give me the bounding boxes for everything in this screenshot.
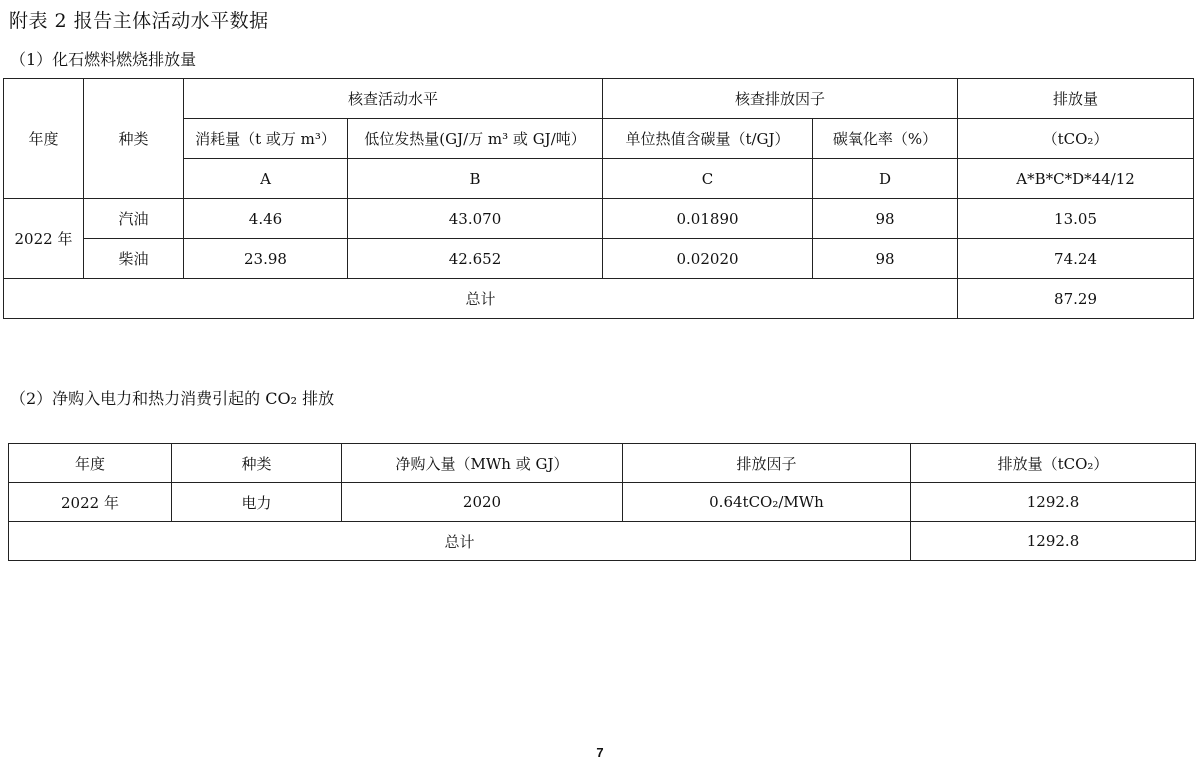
header-col-b: B	[348, 159, 603, 199]
type-cell: 柴油	[84, 239, 184, 279]
type-cell: 汽油	[84, 199, 184, 239]
emissions-cell: 13.05	[958, 199, 1194, 239]
year-cell: 2022 年	[9, 483, 172, 522]
table-row	[9, 483, 1196, 522]
type-cell: 电力	[172, 483, 342, 522]
oxidation-rate-cell: 98	[813, 199, 958, 239]
header-activity-level: 核查活动水平	[184, 79, 603, 119]
header-col-a: A	[184, 159, 348, 199]
header-net-purchase: 净购入量（MWh 或 GJ）	[342, 444, 623, 483]
net-purchase-cell: 2020	[342, 483, 623, 522]
header-type: 种类	[84, 79, 184, 199]
header-emissions-unit: （tCO₂）	[958, 119, 1194, 159]
year-cell: 2022 年	[4, 199, 84, 279]
header-emissions: 排放量（tCO₂）	[911, 444, 1196, 483]
header-emission-factor: 核查排放因子	[603, 79, 958, 119]
header-col-c: C	[603, 159, 813, 199]
emission-factor-cell: 0.64tCO₂/MWh	[623, 483, 911, 522]
table-row	[4, 239, 1194, 279]
header-row-1	[4, 79, 1194, 119]
header-oxidation-rate: 碳氧化率（%）	[813, 119, 958, 159]
header-emissions: 排放量	[958, 79, 1194, 119]
total-row	[9, 522, 1196, 561]
consumption-cell: 23.98	[184, 239, 348, 279]
total-label: 总计	[9, 522, 911, 561]
header-emission-factor: 排放因子	[623, 444, 911, 483]
emissions-cell: 74.24	[958, 239, 1194, 279]
total-label: 总计	[4, 279, 958, 319]
ncv-cell: 42.652	[348, 239, 603, 279]
header-year: 年度	[9, 444, 172, 483]
header-year: 年度	[4, 79, 84, 199]
header-carbon-content: 单位热值含碳量（t/GJ）	[603, 119, 813, 159]
section-title-electricity: （2）净购入电力和热力消费引起的 CO₂ 排放	[10, 389, 335, 408]
header-formula: A*B*C*D*44/12	[958, 159, 1194, 199]
header-ncv: 低位发热量(GJ/万 m³ 或 GJ/吨）	[348, 119, 603, 159]
page-number: 7	[596, 745, 604, 760]
consumption-cell: 4.46	[184, 199, 348, 239]
carbon-content-cell: 0.01890	[603, 199, 813, 239]
table-row	[4, 199, 1194, 239]
electricity-emissions-table	[8, 443, 1196, 561]
emissions-cell: 1292.8	[911, 483, 1196, 522]
header-consumption: 消耗量（t 或万 m³）	[184, 119, 348, 159]
oxidation-rate-cell: 98	[813, 239, 958, 279]
header-col-d: D	[813, 159, 958, 199]
carbon-content-cell: 0.02020	[603, 239, 813, 279]
fossil-fuel-emissions-table	[3, 78, 1194, 319]
total-value: 1292.8	[911, 522, 1196, 561]
ncv-cell: 43.070	[348, 199, 603, 239]
header-row	[9, 444, 1196, 483]
page-title: 附表 2 报告主体活动水平数据	[9, 10, 269, 32]
total-row	[4, 279, 1194, 319]
header-type: 种类	[172, 444, 342, 483]
total-value: 87.29	[958, 279, 1194, 319]
section-title-fossil-fuel: （1）化石燃料燃烧排放量	[10, 50, 197, 69]
